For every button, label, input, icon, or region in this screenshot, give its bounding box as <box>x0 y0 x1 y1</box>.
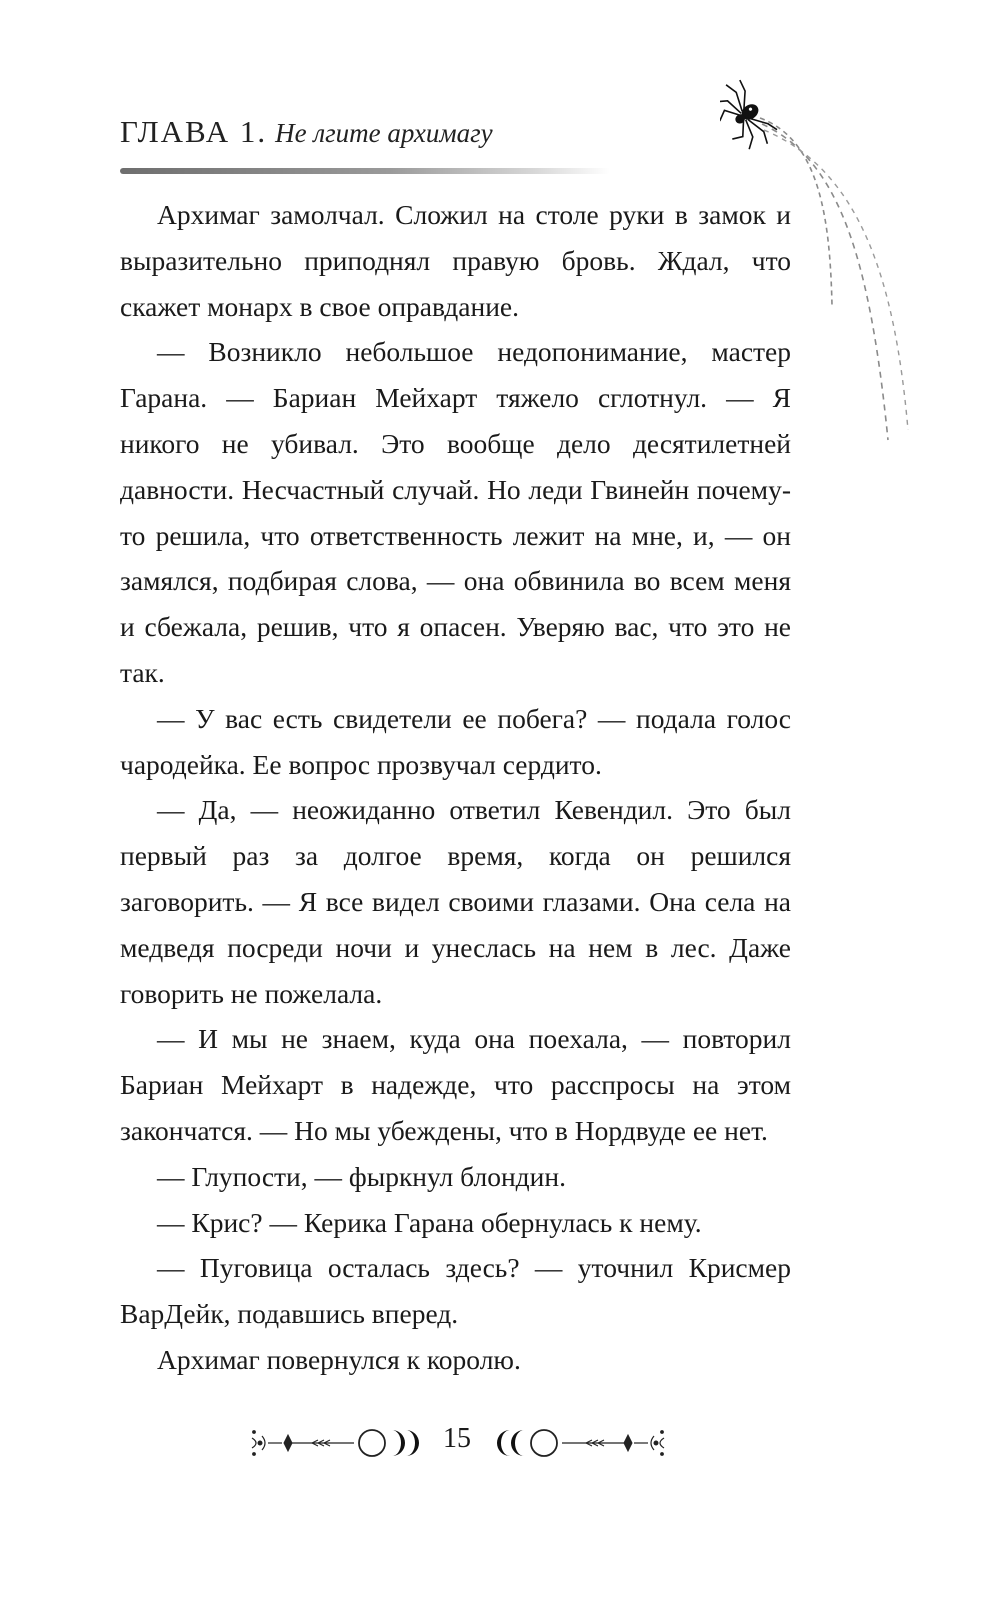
flourish-left-icon <box>252 1431 354 1456</box>
chapter-label: ГЛАВА 1. <box>120 114 268 149</box>
paragraph: Архимаг замолчал. Сложил на столе руки в замок и выразительно приподнял правую бровь. Ждал, что скажет монарх в свое оправдание. <box>120 199 791 322</box>
paragraph: — У вас есть свидетели ее побега? — подала голос чародейка. Ее вопрос прозвучал сердито. <box>120 702 791 780</box>
moon-crescent-icon <box>497 1430 510 1456</box>
moon-crescent-icon <box>406 1430 419 1456</box>
flourish-right-icon <box>562 1431 664 1456</box>
running-header <box>120 114 493 150</box>
moon-full-icon <box>359 1430 385 1456</box>
paragraph: — Возникло небольшое недопонимание, мастер Гарана. — Бариан Мейхарт тяжело сглотнул. — Я никого не убивал. Это вообще дело десятилетней давности. Несчастный случай. Но леди Гвинейн почему-то решила, что ответственность лежит на мне, и, — он замялся, подбирая слова, — она обвинила во всем меня и сбежала, решив, что я опасен. Уверяю вас, что это не так. <box>120 336 791 688</box>
chapter-title: Не лгите архимагу <box>275 118 493 148</box>
paragraph: — Крис? — Керика Гарана обернулась к нему. <box>157 1206 702 1238</box>
paragraph: — Пуговица осталась здесь? — уточнил Крисмер ВарДейк, подавшись вперед. <box>120 1252 791 1330</box>
paragraph: — Да, — неожиданно ответил Кевендил. Это был первый раз за долгое время, когда он решился заговорить. — Я все видел своими глазами. Она села на медведя посреди ночи и унеслась на нем в лес. Даже говорить не пожелала. <box>120 794 791 1009</box>
page-number: 15 <box>443 1423 471 1454</box>
moon-crescent-icon <box>392 1430 405 1456</box>
body-text <box>120 192 791 1383</box>
header-rule <box>120 168 610 174</box>
moon-full-icon <box>531 1430 557 1456</box>
paragraph: Архимаг повернулся к королю. <box>157 1343 521 1375</box>
moon-crescent-icon <box>511 1430 524 1456</box>
paragraph: — И мы не знаем, куда она поехала, — повторил Бариан Мейхарт в надежде, что расспросы на этом закончатся. — Но мы убеждены, что в Нордвуде ее нет. <box>120 1023 791 1146</box>
paragraph: — Глупости, — фыркнул блондин. <box>157 1160 566 1192</box>
